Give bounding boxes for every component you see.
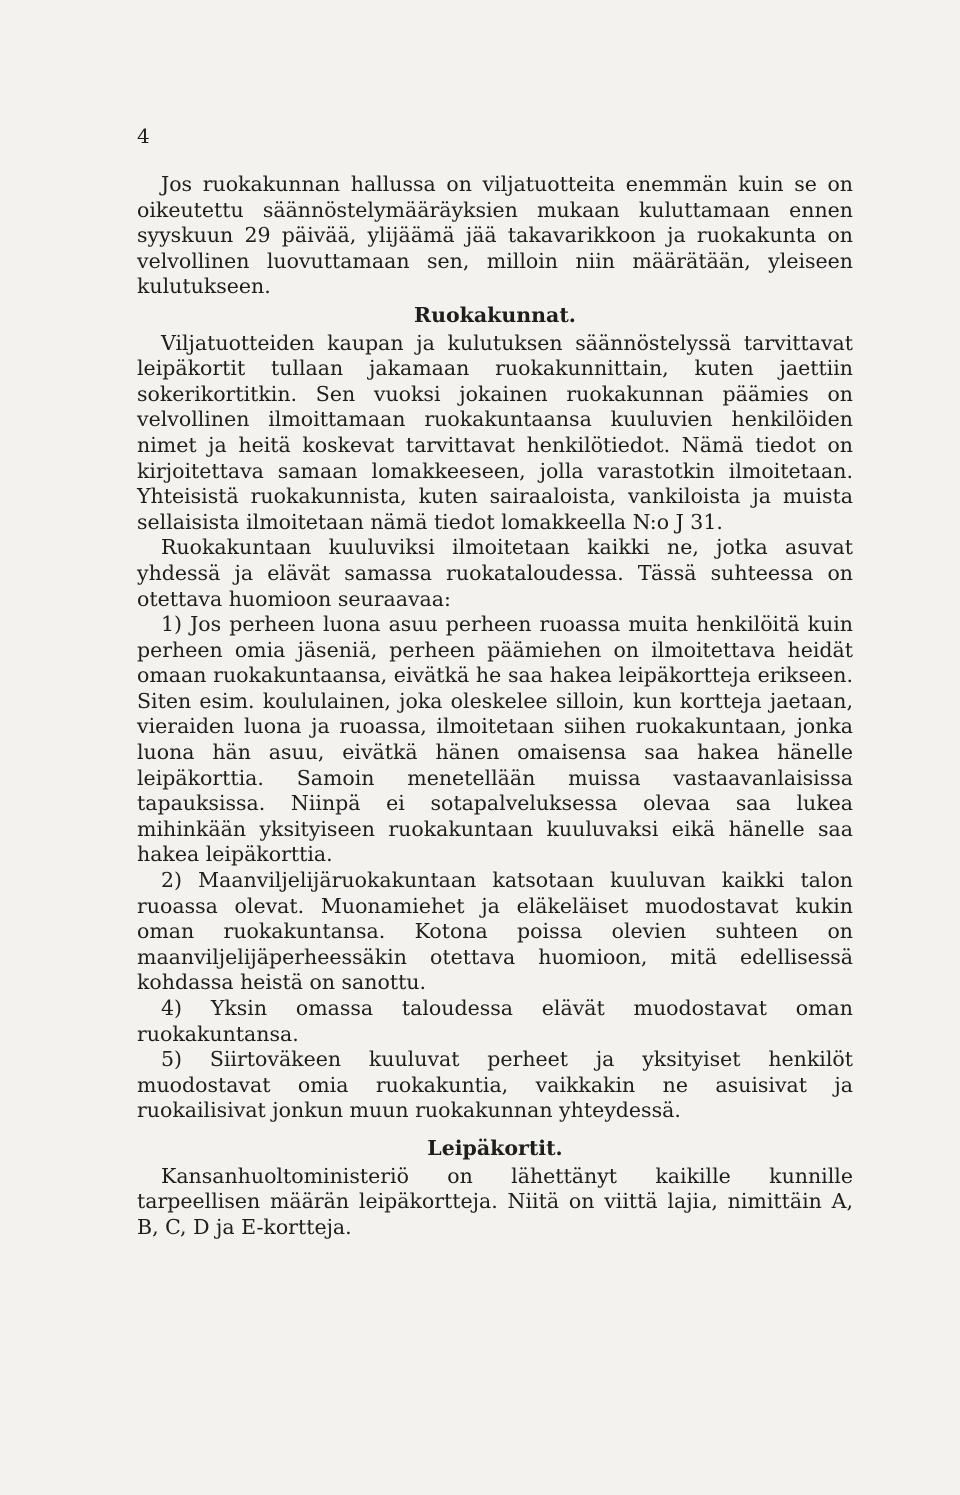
section-heading-ruokakunnat: Ruokakunnat. bbox=[414, 302, 576, 327]
list-item-4: 4) Yksin omassa taloudessa elävät muodostavat oman ruokakuntansa. bbox=[137, 996, 853, 1046]
list-item-5: 5) Siirtoväkeen kuuluvat perheet ja yksityiset henkilöt muodostavat omia ruokakuntia, vaikkakin ne asuisivat ja ruokailisivat jonkun muun ruokakunnan yhteydessä. bbox=[137, 1047, 853, 1123]
paragraph-bread-cards: Kansanhuoltoministeriö on lähettänyt kaikille kunnille tarpeellisen määrän leipäkortteja. Niitä on viittä lajia, nimittäin A, B, C, D ja E-kortteja. bbox=[137, 1163, 853, 1239]
paragraph-household-definition: Ruokakuntaan kuuluviksi ilmoitetaan kaikki ne, jotka asuvat yhdessä ja elävät samassa ruokataloudessa. Tässä suhteessa on otettava huomioon seuraavaa: bbox=[137, 535, 853, 611]
intro-paragraph: Jos ruokakunnan hallussa on viljatuotteita enemmän kuin se on oikeutettu säännöstelymääräyksien mukaan kuluttamaan ennen syyskuun 29 päivää, ylijäämä jää takavarikkoon ja ruokakunta on velvollinen luovuttamaan sen, milloin niin määrätään, yleiseen kulutukseen. bbox=[137, 172, 853, 299]
text-column bbox=[137, 172, 853, 1240]
list-item-2: 2) Maanviljelijäruokakuntaan katsotaan kuuluvan kaikki talon ruoassa olevat. Muonamiehet ja eläkeläiset muodostavat kukin oman ruokakuntansa. Kotona poissa olevien suhteen on maanviljelijäperheessäkin otettava huomioon, mitä edellisessä kohdassa heistä on sanottu. bbox=[137, 868, 853, 995]
section-heading-leipakortit: Leipäkortit. bbox=[427, 1135, 563, 1160]
list-item-1: 1) Jos perheen luona asuu perheen ruoassa muita henkilöitä kuin perheen omia jäseniä, perheen päämiehen on ilmoitettava heidät omaan ruokakuntaansa, eivätkä he saa hakea leipäkortteja erikseen. Siten esim. koululainen, joka oleskelee silloin, kun kortteja jaetaan, vieraiden luona ja ruoassa, ilmoitetaan siihen ruokakuntaan, jonka luona hän asuu, eivätkä hänen omaisensa saa hakea hänelle leipäkorttia. Samoin menetellään muissa vastaavanlaisissa tapauksissa. Niinpä ei sotapalveluksessa olevaa saa lukea mihinkään yksityiseen ruokakuntaan kuuluvaksi eikä hänelle saa hakea leipäkorttia. bbox=[137, 612, 853, 867]
page-number: 4 bbox=[137, 124, 150, 148]
paragraph-registration: Viljatuotteiden kaupan ja kulutuksen säännöstelyssä tarvittavat leipäkortit tullaan jakamaan ruokakunnittain, kuten jaettiin sokerikortitkin. Sen vuoksi jokainen ruokakunnan päämies on velvollinen ilmoittamaan ruokakuntaansa kuuluvien henkilöiden nimet ja heitä koskevat tarvittavat henkilötiedot. Nämä tiedot on kirjoitettava samaan lomakkeeseen, jolla varastotkin ilmoitetaan. Yhteisistä ruokakunnista, kuten sairaaloista, vankiloista ja muista sellaisista ilmoitetaan nämä tiedot lomakkeella N:o J 31. bbox=[137, 330, 853, 534]
